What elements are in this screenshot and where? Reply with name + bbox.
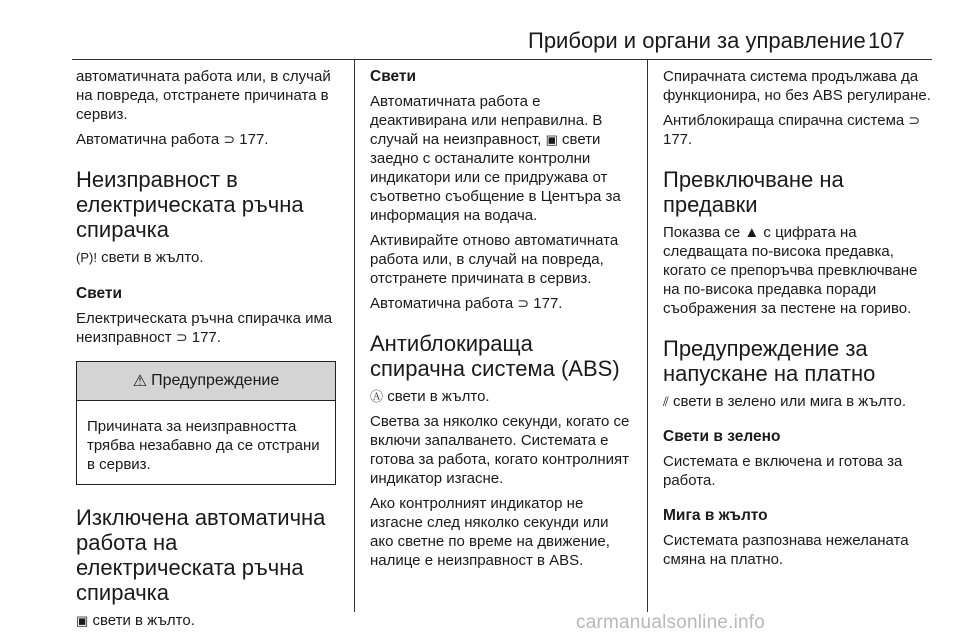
auto-hold-icon: ▣ (76, 613, 89, 628)
page-link[interactable]: 177. (533, 295, 563, 312)
arrow-ref-icon: ⊃ (223, 131, 236, 147)
paragraph: Автоматичната работа е деактивирана или неправилна. В случай на неизправност, ▣ свети заедно с останалите контролни индикатори или се придружава от съответно съобщение в Центъра за информация на водача. (370, 93, 621, 224)
subheading: Свети (76, 285, 123, 302)
paragraph: Светва за няколко секунди, когато се включи запалването. Системата е готова за работа, когато контролният индикатор изгасне. (370, 413, 630, 487)
paragraph: Системата е включена и готова за работа. (663, 453, 903, 489)
page-link[interactable]: 177. (191, 329, 221, 346)
column-2 (370, 60, 632, 570)
section-heading: Неизправност в електрическата ръчна спирачка (76, 167, 304, 242)
warning-triangle-icon: ⚠ (132, 373, 148, 390)
warning-body: Причината за неизправността трябва незабавно да се отстрани в сервиз. (87, 418, 320, 473)
paragraph: Спирачната система продължава да функционира, но без ABS регулиране. (663, 68, 931, 104)
lane-departure-icon: ⫽ (663, 394, 669, 409)
section-heading: Предупреждение за напускане на платно (663, 336, 876, 386)
indicator-line: Ⓐ свети в жълто. (370, 388, 490, 405)
page-link[interactable]: 177. (663, 131, 693, 148)
column-1 (76, 60, 338, 630)
indicator-line: ⫽ свети в зелено или мига в жълто. (663, 393, 906, 410)
paragraph-fault: Електрическата ръчна спирачка има неизправност ⊃ 177. (76, 310, 333, 346)
paragraph: автоматичната работа или, в случай на повреда, отстранете причината в сервиз. (76, 68, 331, 123)
park-brake-fault-icon: (P)! (76, 250, 97, 265)
section-heading: Превключване на предавки (663, 167, 844, 217)
watermark: carmanualsonline.info (576, 612, 766, 633)
section-heading: Изключена автоматична работа на електрическата ръчна спирачка (76, 505, 326, 605)
paragraph: Показва се ▲ с цифрата на следващата по-висока предавка, когато се препоръчва превключване на по-висока предавка поради съображения за пестене на гориво. (663, 224, 918, 317)
shift-up-triangle-icon: ▲ (744, 224, 760, 241)
abs-icon: Ⓐ (370, 389, 384, 404)
paragraph: Активирайте отново автоматичната работа или, в случай на повреда, отстранете причината в сервиз. (370, 232, 619, 287)
paragraph-autowork-ref: Автоматична работа ⊃ 177. (76, 131, 269, 148)
arrow-ref-icon: ⊃ (175, 329, 188, 345)
page-title: Прибори и органи за управление (528, 28, 866, 53)
warning-box (76, 361, 336, 485)
indicator-line: (P)! свети в жълто. (76, 249, 204, 266)
paragraph: Ако контролният индикатор не изгасне след няколко секунди или ако светне по време на движение, налице е неизправност в ABS. (370, 495, 610, 569)
arrow-ref-icon: ⊃ (517, 295, 530, 311)
page-link[interactable]: 177. (239, 131, 269, 148)
paragraph: Системата разпознава нежеланата смяна на платно. (663, 532, 909, 568)
subheading: Свети в зелено (663, 428, 781, 445)
paragraph-abs-ref: Антиблокираща спирачна система ⊃ 177. (663, 112, 921, 148)
column-divider-1 (354, 60, 355, 612)
indicator-line: ▣ свети в жълто. (76, 612, 195, 629)
column-divider-2 (647, 60, 648, 612)
paragraph-autowork-ref: Автоматична работа ⊃ 177. (370, 295, 563, 312)
warning-title: Предупреждение (151, 372, 280, 389)
subheading: Свети (370, 68, 417, 85)
page-number: 107 (868, 28, 905, 53)
column-3 (663, 60, 933, 569)
auto-hold-icon: ▣ (545, 132, 558, 147)
warning-header (77, 362, 335, 401)
page-header (0, 0, 960, 60)
subheading: Мига в жълто (663, 507, 768, 524)
section-heading: Антиблокираща спирачна система (ABS) (370, 331, 620, 381)
arrow-ref-icon: ⊃ (908, 112, 921, 128)
